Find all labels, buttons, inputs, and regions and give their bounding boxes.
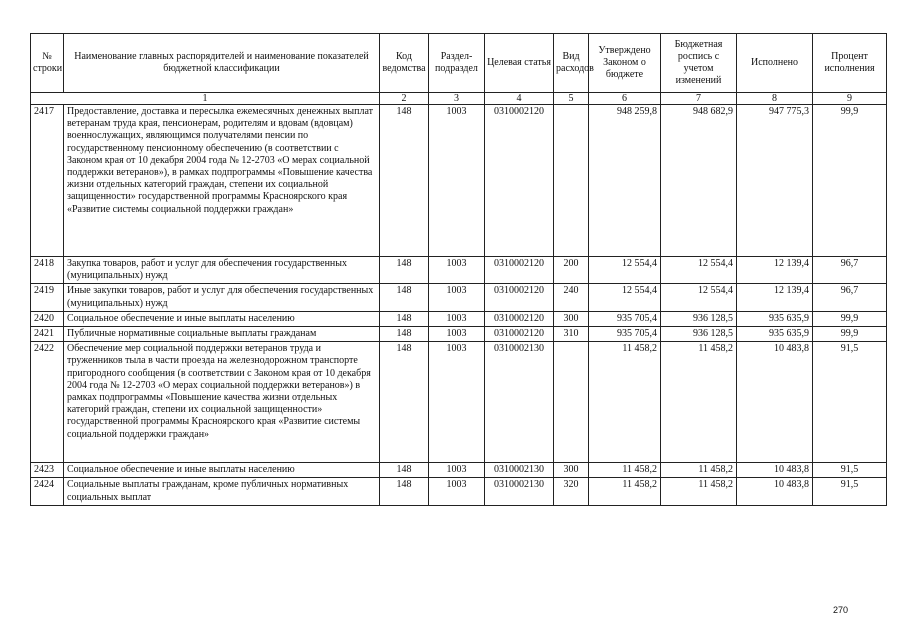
row-exp-type: 200 (554, 257, 589, 284)
row-target: 0310002130 (485, 342, 554, 463)
row-dept-code: 148 (380, 463, 429, 478)
row-name: Иные закупки товаров, работ и услуг для обеспечения государственных (муниципальных) нужд (64, 284, 380, 311)
row-exp-type: 240 (554, 284, 589, 311)
column-number: 3 (429, 93, 485, 105)
column-number-row (31, 93, 887, 105)
header-row-no: № строки (31, 34, 64, 93)
row-percent: 99,9 (813, 327, 887, 342)
row-executed: 935 635,9 (737, 311, 813, 326)
row-executed: 12 139,4 (737, 284, 813, 311)
header-target: Целевая статья (485, 34, 554, 93)
row-executed: 12 139,4 (737, 257, 813, 284)
row-target: 0310002120 (485, 327, 554, 342)
row-name: Публичные нормативные социальные выплаты гражданам (64, 327, 380, 342)
row-budget: 948 682,9 (661, 105, 737, 257)
row-budget: 11 458,2 (661, 342, 737, 463)
row-executed: 10 483,8 (737, 342, 813, 463)
page-number: 270 (833, 605, 849, 615)
column-number: 4 (485, 93, 554, 105)
row-budget: 12 554,4 (661, 284, 737, 311)
row-budget: 936 128,5 (661, 327, 737, 342)
row-percent: 91,5 (813, 463, 887, 478)
row-section: 1003 (429, 284, 485, 311)
row-target: 0310002130 (485, 463, 554, 478)
table-row (31, 478, 887, 505)
row-approved: 948 259,8 (589, 105, 661, 257)
column-number: 6 (589, 93, 661, 105)
row-dept-code: 148 (380, 284, 429, 311)
row-dept-code: 148 (380, 327, 429, 342)
row-name: Социальные выплаты гражданам, кроме публичных нормативных социальных выплат (64, 478, 380, 505)
row-percent: 99,9 (813, 105, 887, 257)
row-exp-type: 310 (554, 327, 589, 342)
row-executed: 935 635,9 (737, 327, 813, 342)
row-percent: 91,5 (813, 342, 887, 463)
row-approved: 11 458,2 (589, 342, 661, 463)
row-target: 0310002130 (485, 478, 554, 505)
header-percent: Процент исполнения (813, 34, 887, 93)
table-row (31, 257, 887, 284)
row-target: 0310002120 (485, 105, 554, 257)
row-percent: 96,7 (813, 257, 887, 284)
row-approved: 12 554,4 (589, 257, 661, 284)
row-number: 2419 (31, 284, 64, 311)
row-budget: 12 554,4 (661, 257, 737, 284)
row-number: 2417 (31, 105, 64, 257)
row-section: 1003 (429, 342, 485, 463)
column-number: 1 (31, 93, 380, 105)
row-dept-code: 148 (380, 105, 429, 257)
row-approved: 935 705,4 (589, 327, 661, 342)
row-number: 2424 (31, 478, 64, 505)
row-number: 2423 (31, 463, 64, 478)
row-target: 0310002120 (485, 311, 554, 326)
row-approved: 12 554,4 (589, 284, 661, 311)
row-name: Закупка товаров, работ и услуг для обеспечения государственных (муниципальных) нужд (64, 257, 380, 284)
row-exp-type (554, 342, 589, 463)
row-approved: 11 458,2 (589, 463, 661, 478)
row-dept-code: 148 (380, 257, 429, 284)
table-row (31, 284, 887, 311)
header-budget-list: Бюджетная роспись с учетом изменений (661, 34, 737, 93)
row-executed: 947 775,3 (737, 105, 813, 257)
row-dept-code: 148 (380, 311, 429, 326)
header-row (31, 34, 887, 93)
column-number: 8 (737, 93, 813, 105)
row-budget: 11 458,2 (661, 463, 737, 478)
budget-execution-table (30, 33, 887, 506)
row-percent: 96,7 (813, 284, 887, 311)
table-row (31, 105, 887, 257)
row-target: 0310002120 (485, 284, 554, 311)
row-exp-type: 320 (554, 478, 589, 505)
column-number: 2 (380, 93, 429, 105)
row-section: 1003 (429, 257, 485, 284)
table-row (31, 342, 887, 463)
row-dept-code: 148 (380, 342, 429, 463)
row-budget: 936 128,5 (661, 311, 737, 326)
table-row (31, 463, 887, 478)
row-number: 2418 (31, 257, 64, 284)
row-dept-code: 148 (380, 478, 429, 505)
row-exp-type: 300 (554, 311, 589, 326)
row-name: Обеспечение мер социальной поддержки ветеранов труда и труженников тыла в части проезда на железнодорожном транспорте пригородного сообщения (в соответствии с Законом края от 10 декабря 2004 года № 12-2703 «О мерах социальной поддержки ветеранов») в рамках подпрограммы «Повышение качества жизни отдельных категорий граждан, степени их социальной защищенности» государственной программы Красноярского края «Развитие системы социальной поддержки граждан» (64, 342, 380, 463)
row-executed: 10 483,8 (737, 478, 813, 505)
row-approved: 11 458,2 (589, 478, 661, 505)
table-row (31, 311, 887, 326)
row-percent: 99,9 (813, 311, 887, 326)
row-target: 0310002120 (485, 257, 554, 284)
row-name: Социальное обеспечение и иные выплаты населению (64, 463, 380, 478)
header-dept-code: Код ведомства (380, 34, 429, 93)
header-approved: Утверждено Законом о бюджете (589, 34, 661, 93)
row-section: 1003 (429, 463, 485, 478)
row-number: 2422 (31, 342, 64, 463)
row-exp-type: 300 (554, 463, 589, 478)
row-number: 2420 (31, 311, 64, 326)
row-section: 1003 (429, 105, 485, 257)
row-budget: 11 458,2 (661, 478, 737, 505)
row-name: Предоставление, доставка и пересылка ежемесячных денежных выплат ветеранам труда края, пенсионерам, родителям и вдовам (вдовцам) военнослужащих, являющимся получателями пенсии по государственному пенсионному обеспечению (в соответствии с Законом края от 10 декабря 2004 года № 12-2703 «О мерах социальной поддержки ветеранов»), в рамках подпрограммы «Повышение качества жизни отдельных категорий граждан, степени их социальной защищенности» государственной программы Красноярского края «Развитие системы социальной поддержки граждан» (64, 105, 380, 257)
row-number: 2421 (31, 327, 64, 342)
row-section: 1003 (429, 327, 485, 342)
row-percent: 91,5 (813, 478, 887, 505)
header-name: Наименование главных распорядителей и наименование показателей бюджетной классификации (64, 34, 380, 93)
row-executed: 10 483,8 (737, 463, 813, 478)
row-section: 1003 (429, 311, 485, 326)
header-exp-type: Вид расходов (554, 34, 589, 93)
header-executed: Исполнено (737, 34, 813, 93)
header-section: Раздел-подраздел (429, 34, 485, 93)
row-name: Социальное обеспечение и иные выплаты населению (64, 311, 380, 326)
column-number: 9 (813, 93, 887, 105)
row-section: 1003 (429, 478, 485, 505)
table-row (31, 327, 887, 342)
column-number: 5 (554, 93, 589, 105)
column-number: 7 (661, 93, 737, 105)
row-approved: 935 705,4 (589, 311, 661, 326)
row-exp-type (554, 105, 589, 257)
